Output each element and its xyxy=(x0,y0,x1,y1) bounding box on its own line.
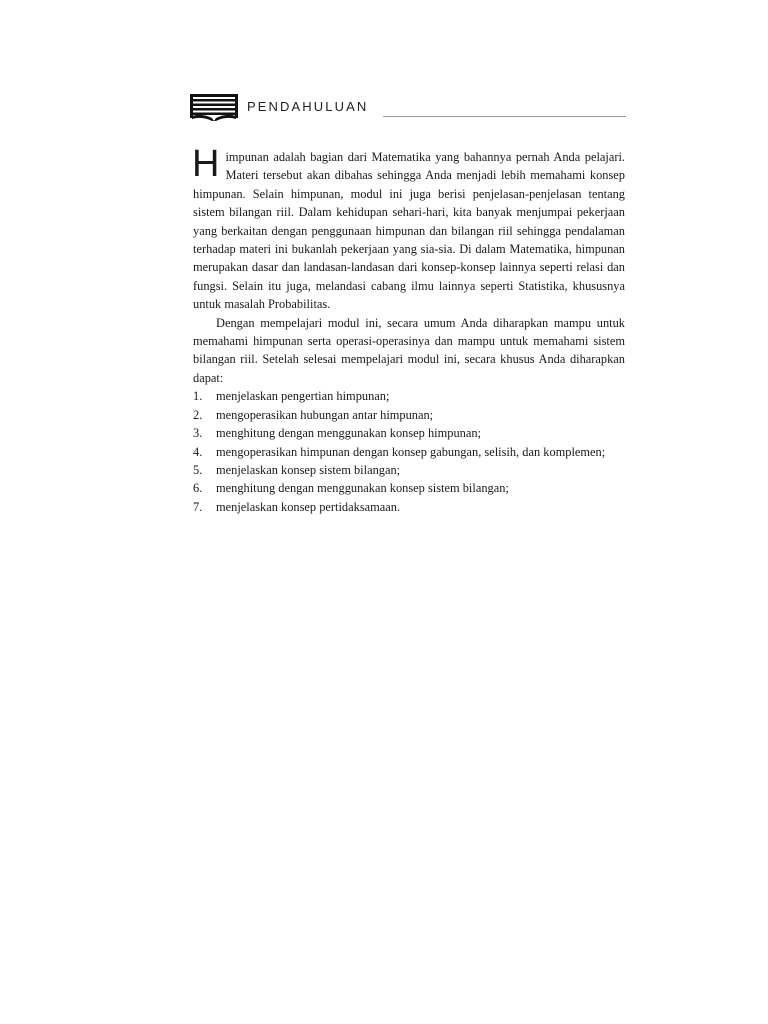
list-item-text: menghitung dengan menggunakan konsep sistem bilangan; xyxy=(216,481,509,496)
list-item-text: menjelaskan konsep sistem bilangan; xyxy=(216,462,401,477)
list-item xyxy=(193,424,625,442)
list-item-text: menjelaskan konsep pertidaksamaan. xyxy=(216,499,401,514)
intro-paragraph-1-text: impunan adalah bagian dari Matematika yang bahannya pernah Anda pelajari. Materi tersebut akan dibahas sehingga Anda menjadi lebih memahami konsep himpunan. Selain himpunan, modul ini juga berisi penjelasan-penjelasan tentang sistem bilangan riil. Dalam kehidupan sehari-hari, kita banyak menjumpai pekerjaan yang berkaitan dengan penggunaan himpunan dan bilangan riil sehingga pendalaman terhadap materi ini bukanlah pekerjaan yang sia-sia. Di dalam Matematika, himpunan merupakan dasar dan landasan-landasan dari konsep-konsep lainnya seperti relasi dan fungsi. Selain itu juga, melandasi cabang ilmu lainnya seperti Statistika, khususnya untuk masalah Probabilitas. xyxy=(193,150,625,312)
list-item-number: 2. xyxy=(193,407,203,422)
intro-paragraph-1 xyxy=(192,143,625,314)
open-book-icon xyxy=(190,94,238,122)
list-item xyxy=(193,406,625,424)
intro-paragraph-2: Dengan mempelajari modul ini, secara umum Anda diharapkan mampu untuk memahami himpunan serta operasi-operasinya dan mampu untuk memahami sistem bilangan riil. Setelah selesai mempelajari modul ini, secara khusus Anda diharapkan dapat: xyxy=(193,315,625,385)
list-item-number: 3. xyxy=(193,426,203,441)
objectives-list xyxy=(193,387,625,516)
page-content xyxy=(192,143,625,516)
list-item-number: 7. xyxy=(193,499,203,514)
list-item-number: 1. xyxy=(193,389,203,404)
list-item-number: 6. xyxy=(193,481,203,496)
list-item xyxy=(193,479,625,497)
list-item-text: mengoperasikan himpunan dengan konsep gabungan, selisih, dan komplemen; xyxy=(216,444,606,459)
list-item xyxy=(193,443,625,461)
list-item-text: menghitung dengan menggunakan konsep himpunan; xyxy=(216,426,481,441)
section-header xyxy=(190,94,626,122)
section-title: PENDAHULUAN xyxy=(247,99,369,114)
dropcap-letter: H xyxy=(192,143,220,185)
title-rule xyxy=(383,116,626,117)
list-item xyxy=(193,387,625,405)
list-item xyxy=(193,498,625,516)
list-item-text: mengoperasikan hubungan antar himpunan; xyxy=(216,407,434,422)
list-item-text: menjelaskan pengertian himpunan; xyxy=(216,389,390,404)
list-item-number: 4. xyxy=(193,444,203,459)
list-item-number: 5. xyxy=(193,462,203,477)
list-item xyxy=(193,461,625,479)
